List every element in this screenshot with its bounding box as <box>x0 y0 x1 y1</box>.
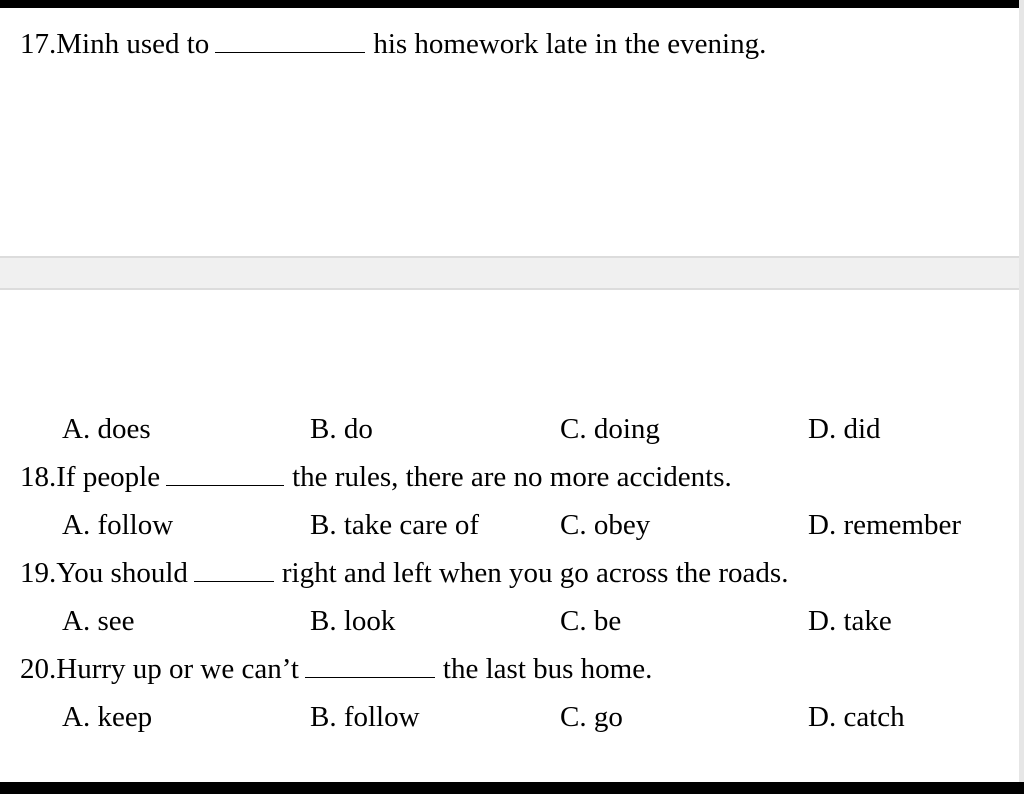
question-text-after: the rules, there are no more accidents. <box>292 461 732 493</box>
option-a: A. keep <box>62 701 153 733</box>
answer-blank <box>194 557 274 582</box>
page-separator <box>0 256 1024 290</box>
question-17 <box>20 26 766 62</box>
question-text-before: You should <box>56 557 188 589</box>
option-d: D. remember <box>808 509 961 541</box>
answer-blank <box>166 461 284 486</box>
option-a: A. does <box>62 413 151 445</box>
option-c: C. go <box>560 701 623 733</box>
question-text-after: his homework late in the evening. <box>373 28 767 60</box>
option-d: D. catch <box>808 701 905 733</box>
answer-blank <box>215 28 365 53</box>
top-border <box>0 0 1024 8</box>
option-c: C. be <box>560 605 622 637</box>
question-number: 17. <box>20 28 57 60</box>
option-c: C. doing <box>560 413 660 445</box>
option-b: B. do <box>310 413 373 445</box>
question-number: 20. <box>20 653 57 685</box>
right-border <box>1019 0 1024 794</box>
question-text-before: Minh used to <box>56 28 210 60</box>
option-c: C. obey <box>560 509 651 541</box>
option-d: D. did <box>808 413 881 445</box>
question-text-before: If people <box>56 461 161 493</box>
question-text-after: right and left when you go across the roads. <box>281 557 789 589</box>
option-a: A. follow <box>62 509 174 541</box>
question-20 <box>20 651 652 687</box>
question-18 <box>20 459 732 495</box>
question-number: 19. <box>20 557 57 589</box>
option-b: B. follow <box>310 701 420 733</box>
bottom-border <box>0 782 1024 794</box>
option-a: A. see <box>62 605 135 637</box>
answer-blank <box>305 653 435 678</box>
option-b: B. look <box>310 605 396 637</box>
option-d: D. take <box>808 605 892 637</box>
question-text-before: Hurry up or we can’t <box>56 653 299 685</box>
question-number: 18. <box>20 461 57 493</box>
question-text-after: the last bus home. <box>442 653 653 685</box>
question-19 <box>20 555 788 591</box>
option-b: B. take care of <box>310 509 480 541</box>
